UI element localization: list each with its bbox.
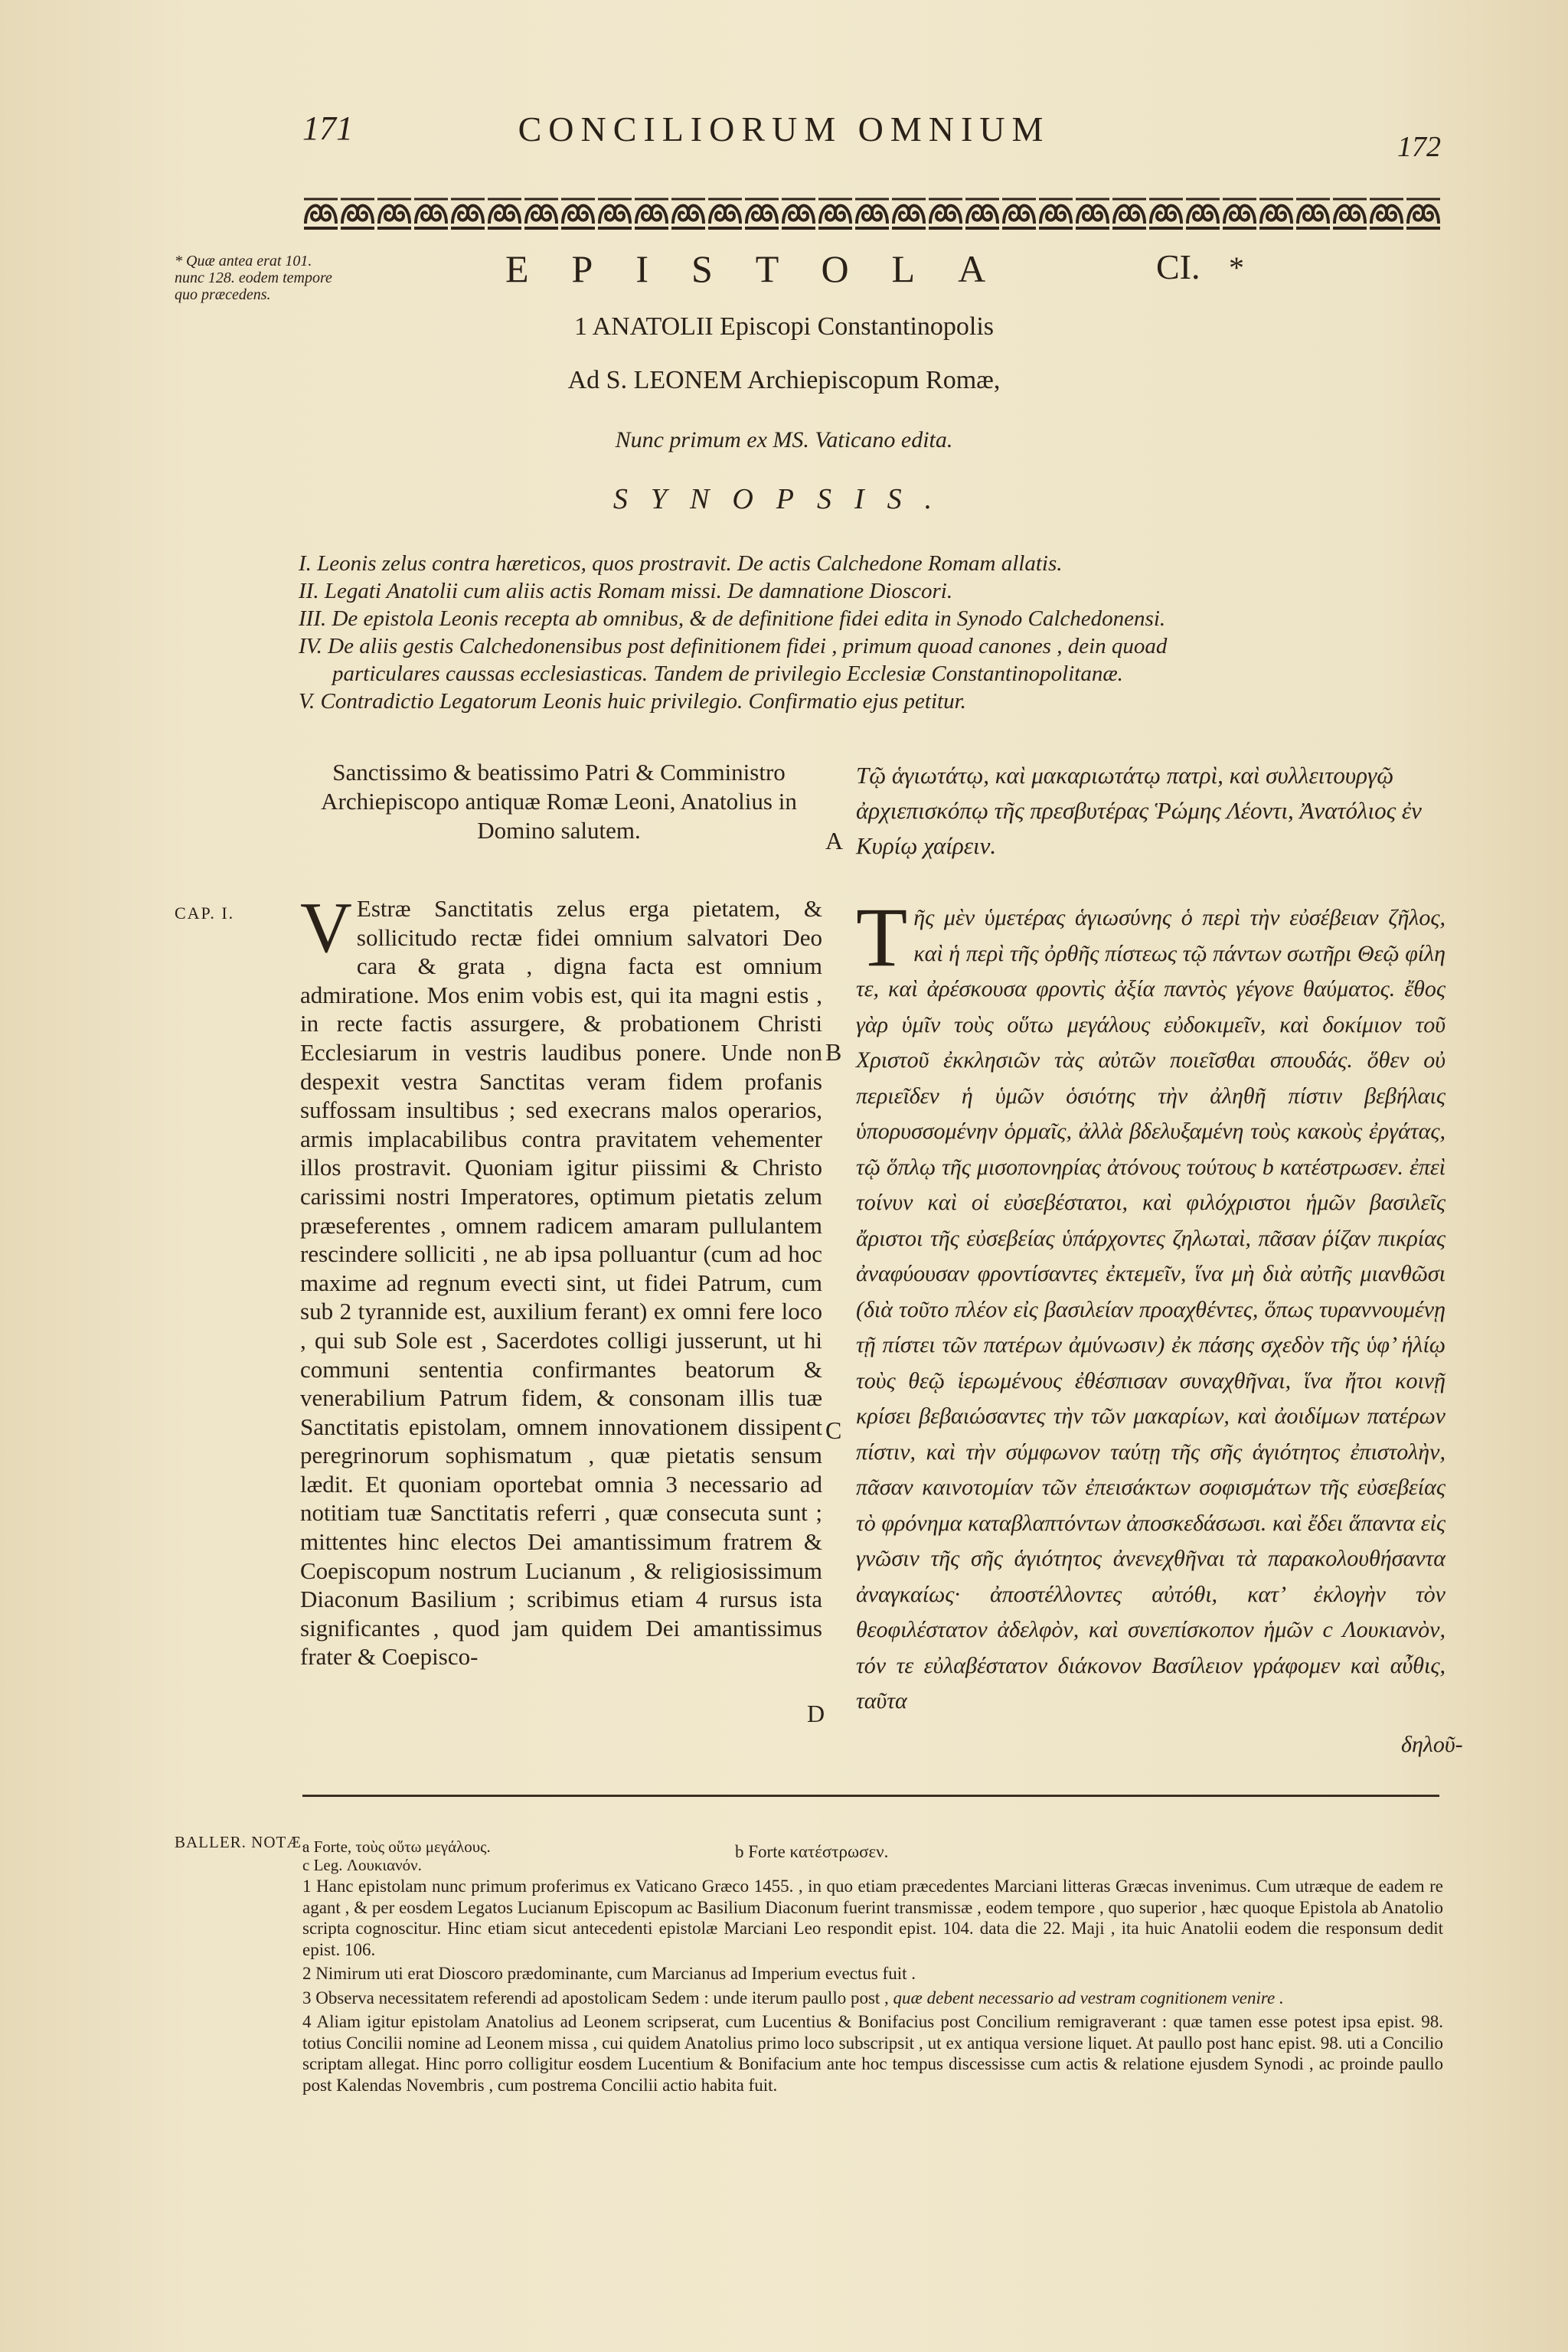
latin-text-column	[300, 888, 822, 1671]
footnote-1: 1 Hanc epistolam nunc primum proferimus ex Vaticano Græco 1455. , in quo etiam præcedentes Marciani litteras Græcas invenimus. Cum utræque de eadem re agant , & per eosdem Legatos Lucianum Episcopum ac Basilium Diaconum fuerint transmissæ , eodem tempore , quo superior , hæc quoque Epistola ab Anatolio scripta cognoscitur. Hinc etiam sicut antecedenti epistolæ Marciani Leo respondit epist. 104. data die 22. Maji , ita huic Anatolii eodem die responsum dedit epist. 106.	[302, 1877, 1443, 1959]
synopsis-list	[299, 550, 1447, 715]
epistle-recipient: Ad S. LEONEM Archiepiscopum Romæ,	[567, 366, 1001, 394]
margin-letter-b: B	[825, 1038, 842, 1066]
epistle-asterisk: *	[1229, 250, 1244, 285]
footnote-3	[302, 1988, 1443, 2009]
synopsis-item: II. Legati Anatolii cum aliis actis Romam missi. De damnatione Dioscori.	[299, 579, 953, 603]
footnote-2: 2 Nimirum uti erat Dioscoro prædominante, cum Marcianus ad Imperium evectus fuit .	[302, 1964, 916, 1983]
margin-letter-c: C	[825, 1416, 842, 1444]
latin-dropcap: V	[300, 888, 352, 968]
footnote-3-quote: quæ debent necessario ad vestram cognitionem venire .	[893, 1988, 1284, 2007]
latin-body: Estræ Sanctitatis zelus erga pietatem, & sollicitudo rectæ fidei omnium salvatori Deo cara & grata , digna facta est omnium admiratione. Mos enim vobis est, qui ita magni estis , in recte factis assurgere, & probationem Christi Ecclesiarum in vestris laudibus ponere. Unde non despexit vestra Sanctitas veram fidem profanis suffossam insultibus ; sed execrans malos operarios, armis implacabilibus contra pravitatem vehementer illos prostravit. Quoniam igitur piissimi & Christo carissimi nostri Imperatores, optimum pietatis zelum præseferentes , omnem radicem amaram pullulantem rescindere solliciti , ne ab ipsa polluantur (cum ad hoc maxime ad regnum evecti sint, ut fidei Patrum, cum sub 2 tyrannide est, auxilium ferant) ex omni fere loco , qui sub Sole est , Sacerdotes colligi jusserunt, ut hi communi sententia confirmantes beatorum & venerabilium Patrum fidem, & consonam illis tuæ Sanctitatis epistolam, omnem innovationem dissipent peregrinorum sophismatum , quæ pietatis sensum lædit. Et quoniam oportebat omnia 3 necessario ad notitiam tuæ Sanctitatis referri , quæ consecuta sunt ; mittentes hinc electos Dei amantissimum fratrem & Coepiscopum nostrum Lucianum , & religiosissimum Diaconum Basilium ; scribimus etiam 4 rursus ista significantes , quod jam quidem Dei amantissimus frater & Coepisco-	[300, 895, 822, 1671]
margin-letter-a: A	[825, 827, 844, 854]
epistle-author: 1 ANATOLII Episcopi Constantinopolis	[573, 312, 995, 341]
synopsis-item: I. Leonis zelus contra hæreticos, quos prostravit. De actis Calchedone Romam allatis.	[299, 551, 1063, 576]
footnote-4: 4 Aliam igitur epistolam Anatolius ad Leonem scripserat, cum Lucentius & Bonifacius post Concilium remigraverant : quæ tamen esse potest ipsa epist. 98. totius Concilii nomine ad Leonem missa , cui quidem Anatolius primo loco subscripsit , ut ex antiqua versione liquet. At paullo post hanc epist. 98. uti a Concilio scriptam allegat. Hinc porro colligitur eosdem Lucentium & Bonifacium ante hoc tempus discessisse cum actis & relatione ejusdem Synodi , ac proinde paullo post Kalendas Novembris , cum postrema Concilii actio habita fuit.	[302, 2012, 1443, 2095]
page-number-left: 171	[302, 109, 353, 147]
notes-label: BALLER. NOTÆ.	[175, 1833, 307, 1851]
synopsis-item: IV. De aliis gestis Calchedonensibus post definitionem fidei , primum quoad canones , dein quoad	[299, 634, 1168, 658]
salutation-greek: Τῷ ἁγιωτάτῳ, καὶ μακαριωτάτῳ πατρὶ, καὶ συλλειτουργῷ ἀρχιεπισκόπῳ τῆς πρεσβυτέρας Ῥώμης Λέοντι, Ἀνατόλιος ἐν Κυρίῳ χαίρειν.	[856, 762, 1422, 859]
margin-note: * Quæ antea erat 101. nunc 128. eodem tempore quo præcedens.	[175, 253, 332, 303]
note-a: a Forte, τοὺς οὕτω μεγάλους.	[302, 1838, 491, 1856]
running-head-title: CONCILIORUM OMNIUM	[518, 109, 1050, 149]
synopsis-item: III. De epistola Leonis recepta ab omnibus, & de definitione fidei edita in Synodo Calchedonensi.	[299, 606, 1166, 631]
footnote-divider	[302, 1795, 1439, 1797]
salutation-latin: Sanctissimo & beatissimo Patri & Comministro Archiepiscopo antiquæ Romæ Leoni, Anatolius in Domino salutem.	[321, 759, 797, 844]
note-c: c Leg. Λουκιανόν.	[302, 1856, 422, 1874]
margin-letter-d: D	[807, 1700, 825, 1727]
page-number-right: 172	[1397, 131, 1441, 163]
epistle-number: CI.	[1156, 247, 1200, 286]
synopsis-item-continued: particulares caussas ecclesiasticas. Tandem de privilegio Ecclesiæ Constantinopolitanæ.	[332, 662, 1123, 686]
epistle-source: Nunc primum ex MS. Vaticano edita.	[615, 427, 953, 452]
epistle-title: EPISTOLA	[505, 247, 1029, 290]
ornamental-border-band	[302, 193, 1443, 234]
footnotes	[302, 1876, 1443, 2099]
greek-dropcap: Τ	[856, 890, 908, 984]
note-b: b Forte κατέστρωσεν.	[735, 1842, 889, 1861]
synopsis-heading: SYNOPSIS.	[612, 483, 956, 515]
chapter-label: CAP. I.	[175, 903, 235, 923]
footnote-3-text: 3 Observa necessitatem referendi ad apostolicam Sedem : unde iterum paullo post ,	[302, 1988, 889, 2007]
greek-body: ῆς μὲν ὑμετέρας ἁγιωσύνης ὁ περὶ τὴν εὐσέβειαν ζῆλος, καὶ ἡ περὶ τῆς ὀρθῆς πίστεως τῷ πάντων σωτῆρι Θεῷ φίλη τε, καὶ ἀρέσκουσα φροντὶς ἀξία παντὸς γέγονε θαύματος. ἔθος γὰρ ὑμῖν τοὺς οὕτω μεγάλους εὐδοκιμεῖν, καὶ δοκίμιον τοῦ Χριστοῦ ἐκκλησιῶν τὰς αὐτῶν ποιεῖσθαι σπουδάς. ὅθεν οὐ περιεῖδεν ἡ ὑμῶν ὁσιότης τὴν ἀληθῆ πίστιν βεβήλαις ὑπορυσσομένην ὁρμαῖς, ἀλλὰ βδελυξαμένη τοὺς κακοὺς ἐργάτας, τῷ ὅπλῳ τῆς μισοπονηρίας ἀτόνους τούτους b κατέστρωσεν. ἐπεὶ τοίνυν καὶ οἱ εὐσεβέστατοι, καὶ φιλόχριστοι ἡμῶν βασιλεῖς ἄριστοι τῆς εὐσεβείας ὑπάρχοντες ζηλωταὶ, πᾶσαν ῥίζαν πικρίας ἀναφύουσαν φροντίσαντες ἐκτεμεῖν, ἵνα μὴ διὰ αὐτῆς μιανθῶσι (διὰ τοῦτο πλέον εἰς βασιλείαν προαχθέντες, ὅπως τυραννουμένῃ τῇ πίστει τῶν πατέρων ἀμύνωσιν) ἐκ πάσης σχεδὸν τῆς ὑφ’ ἡλίῳ τοὺς θεῷ ἱερωμένους ἐθέσπισαν συναχθῆναι, ἵνα ἤτοι κοινῇ κρίσει βεβαιώσαντες τὴν τῶν μακαρίων, καὶ ἀοιδίμων πατέρων πίστιν, καὶ τὴν σύμφωνον ταύτῃ τῆς σῆς ἁγιότητος ἐπιστολὴν, πᾶσαν καινοτομίαν τῶν ἐπεισάκτων σοφισμάτων τῆς εὐσεβείας τὸ φρόνημα καταβλαπτόντων ἀποσκεδάσωσι. καὶ ἔδει ἅπαντα εἰς γνῶσιν τῆς σῆς ἁγιότητος ἀνενεχθῆναι τὰ παρακολουθήσαντα ἀναγκαίως· ἀποστέλλοντες αὐτόθι, κατ’ ἐκλογὴν τὸν θεοφιλέστατον ἀδελφὸν, καὶ συνεπίσκοπον ἡμῶν c Λουκιανὸν, τόν τε εὐλαβέστατον διάκονον Βασίλειον γράφομεν καὶ αὖθις, ταῦτα	[856, 905, 1446, 1713]
synopsis-item: V. Contradictio Legatorum Leonis huic privilegio. Confirmatio ejus petitur.	[299, 689, 966, 714]
greek-text-column	[856, 890, 1446, 1720]
greek-catchword: δηλοῦ-	[1401, 1732, 1463, 1757]
